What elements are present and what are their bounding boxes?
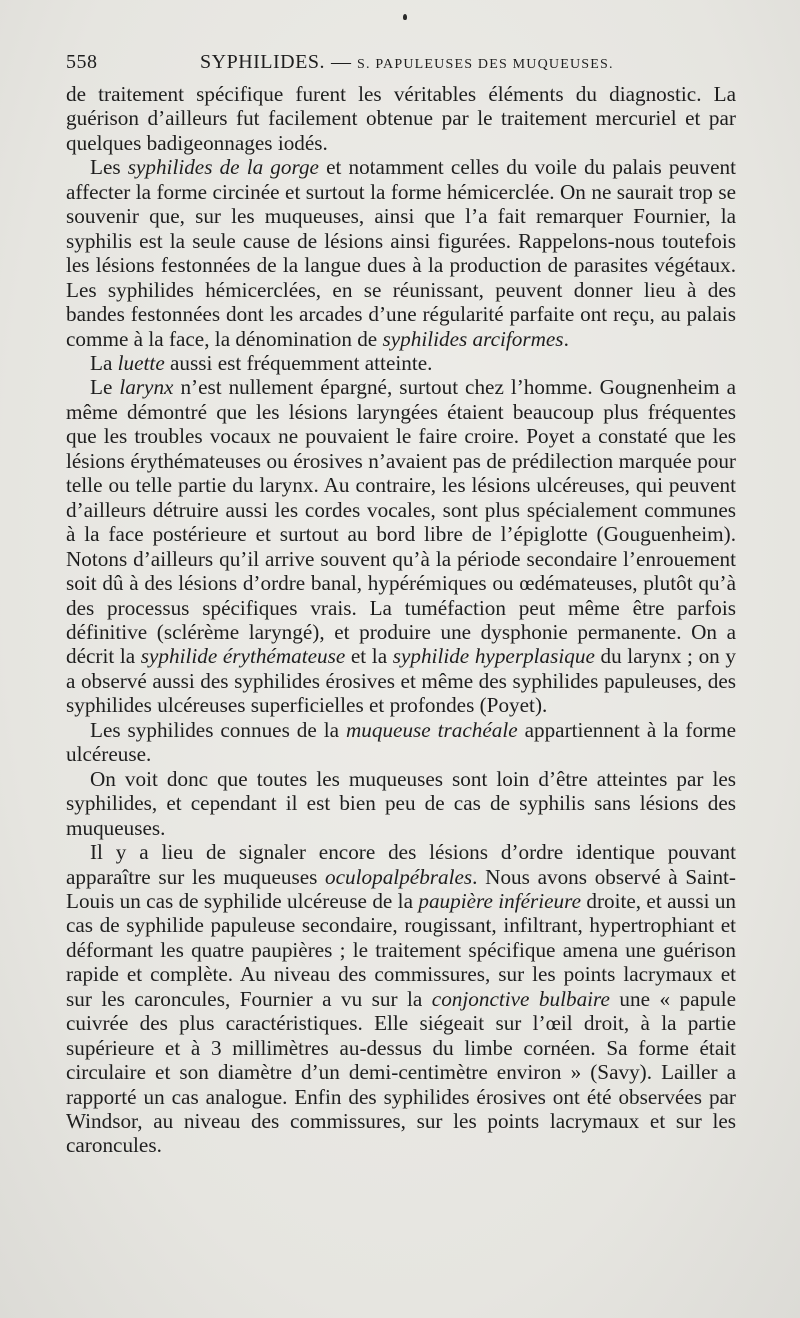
- italic-term: syphilide hyperplasique: [392, 644, 595, 669]
- italic-term: syphilide érythémateuse: [140, 644, 346, 669]
- italic-term: syphilides arciformes: [382, 326, 564, 351]
- running-title: SYPHILIDES.: [200, 51, 325, 73]
- text-segment: aussi est fréquemment atteinte.: [164, 350, 433, 375]
- running-dash: —: [330, 51, 351, 73]
- paragraph-p4: [66, 375, 736, 717]
- paragraph-p1: [66, 82, 736, 155]
- paragraph-p5: [66, 718, 736, 767]
- text-segment: Les syphilides connues de la: [90, 717, 346, 742]
- italic-term: syphilides de la gorge: [127, 155, 319, 180]
- running-head: [200, 47, 614, 80]
- italic-term: conjonctive bulbaire: [431, 986, 610, 1011]
- italic-term: paupière inférieure: [418, 888, 581, 913]
- ink-speck: [403, 14, 407, 20]
- body-text: [66, 82, 736, 1158]
- text-segment: droite, et aussi un cas de syphilide papuleuse secondaire, rougissant, infiltrant, hypertrophiant et déformant les quatre paupières ; le traitement spécifique amena une guérison rapide et complète. Au niveau des commissures, sur les points lacrymaux et sur les caroncules, Fournier a vu sur la: [66, 888, 737, 1011]
- paragraph-p6: [66, 767, 736, 840]
- text-segment: Il y a lieu de signaler encore des lésions d’ordre identique pouvant apparaître sur les muqueuses: [66, 840, 736, 889]
- italic-term: larynx: [119, 375, 174, 400]
- text-segment: Les: [90, 155, 128, 180]
- italic-term: muqueuse trachéale: [345, 717, 518, 742]
- text-segment: Le: [90, 375, 120, 400]
- text-segment: et notamment celles du voile du palais peuvent affecter la forme circinée et surtout la forme hémicerclée. On ne saurait trop se souvenir que, sur les muqueuses, ainsi que l’a fait remarquer Fournier, la syphilis est la seule cause de lésions ainsi figurées. Rappelons-nous toutefois les lésions festonnées de la langue dues à la production de parasites végétaux. Les syphilides hémicerclées, en se réunissant, peuvent donner lieu à des bandes festonnées dont les arcades d’une régularité parfaite ont reçu, au palais comme à la face, la dénomination de: [66, 155, 736, 351]
- text-segment: de traitement spécifique furent les véritables éléments du diagnostic. La guérison d’ailleurs fut facilement obtenue par le traitement mercuriel et par quelques badigeonnages iodés.: [66, 82, 736, 155]
- text-segment: une « papule cuivrée des plus caractéristiques. Elle siégeait sur l’œil droit, à la partie supérieure et à 3 millimètres au-dessus du limbe cornéen. Sa forme était circulaire et son diamètre d’un demi-centimètre environ » (Savy). Lailler a rapporté un cas analogue. Enfin des syphilides érosives ont été observées par Windsor, au niveau des commissures, sur les points lacrymaux et sur les caroncules.: [66, 986, 736, 1158]
- paragraph-p7: [66, 840, 736, 1158]
- page-number: 558: [66, 51, 98, 73]
- text-segment: appartiennent à la forme ulcéreuse.: [66, 717, 736, 767]
- text-segment: La: [90, 350, 118, 375]
- text-segment: .: [563, 326, 569, 351]
- text-segment: . Nous avons observé à Saint-Louis un cas de syphilide ulcéreuse de la: [66, 864, 736, 913]
- page-header: [66, 47, 736, 77]
- running-subtitle: S. PAPULEUSES DES MUQUEUSES.: [356, 57, 614, 72]
- text-segment: du larynx ; on y a observé aussi des syphilides érosives et même des syphilides papuleuses, des syphilides ulcéreuses superficielles et profondes (Poyet).: [66, 644, 736, 718]
- paragraph-p3: [66, 351, 736, 375]
- italic-term: luette: [117, 350, 165, 375]
- paragraph-p2: [66, 155, 736, 351]
- italic-term: oculopalpébrales: [325, 864, 473, 889]
- text-segment: On voit donc que toutes les muqueuses sont loin d’être atteintes par les syphilides, et cependant il est bien peu de cas de syphilis sans lésions des muqueuses.: [66, 766, 736, 840]
- text-segment: et la: [345, 644, 393, 669]
- text-segment: n’est nullement épargné, surtout chez l’homme. Gougnenheim a même démontré que les lésions laryngées étaient beaucoup plus fréquentes que les troubles vocaux ne pouvaient le faire croire. Poyet a constaté que les lésions érythémateuses ou érosives n’avaient pas de prédilection marquée pour telle ou telle partie du larynx. Au contraire, les lésions ulcéreuses, qui peuvent d’ailleurs détruire aussi les cordes vocales, sont plus spécialement communes à la face postérieure et surtout au bord libre de l’épiglotte (Gouguenheim). Notons d’ailleurs qu’il arrive souvent qu’à la période secondaire l’enrouement soit dû à des lésions d’ordre banal, hypérémiques ou œdémateuses, plutôt qu’à des processus spécifiques vrais. La tuméfaction peut même être parfois définitive (sclérème laryngé), et produire une dysphonie permanente. On a décrit la: [66, 375, 736, 669]
